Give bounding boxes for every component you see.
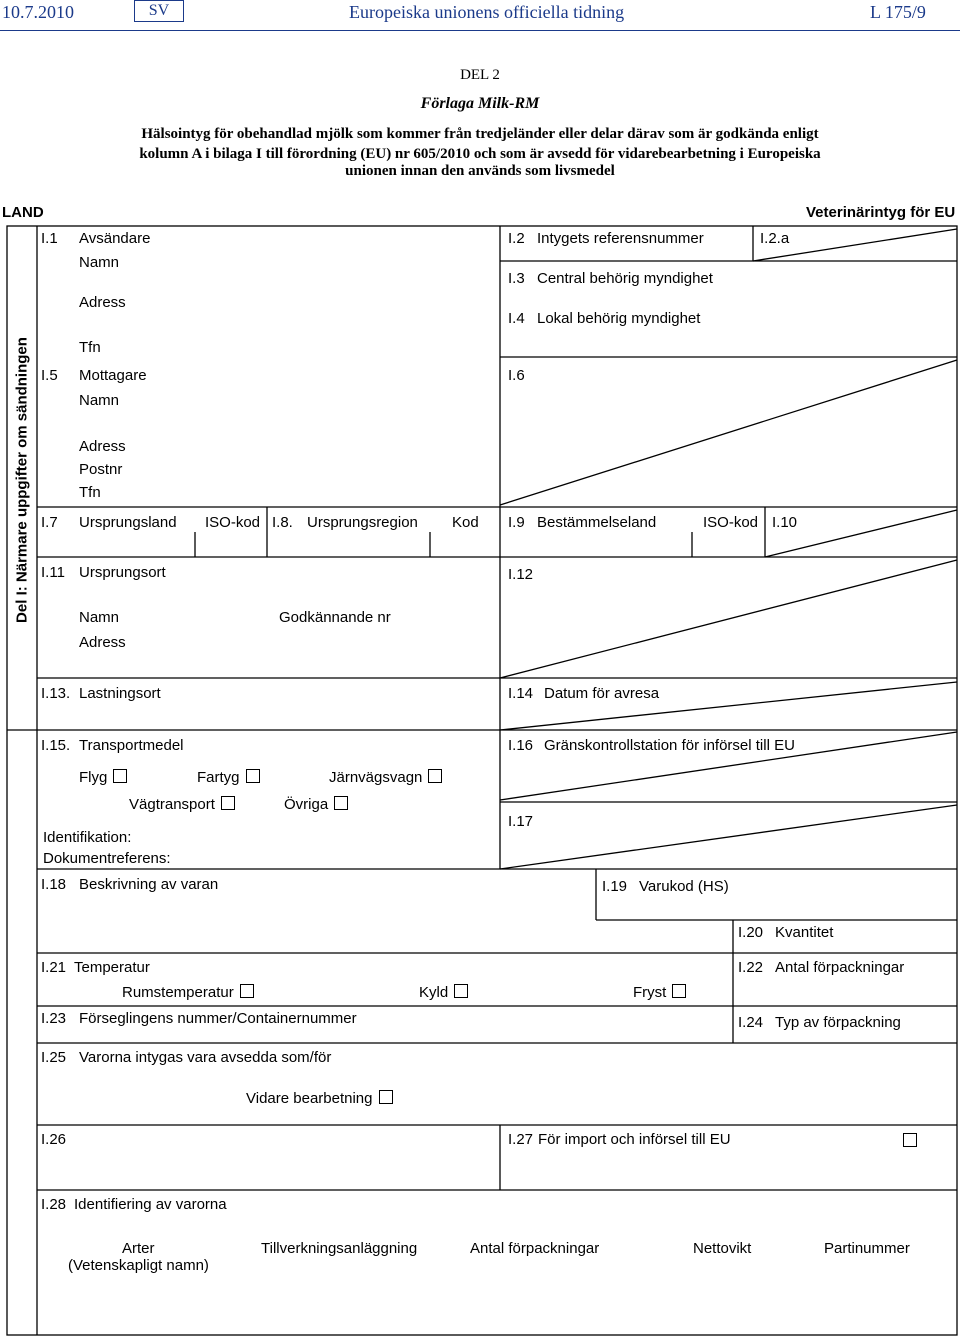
i15-number: I.15. [41, 737, 71, 754]
i1-number: I.1 [41, 230, 58, 247]
journal-title: Europeiska unionens officiella tidning [349, 2, 625, 22]
i16-label: Gränskontrollstation för införsel till EU [544, 737, 795, 754]
i17-number: I.17 [508, 813, 534, 830]
temp-chilled-option[interactable] [419, 984, 468, 1001]
i15-label: Transportmedel [79, 737, 184, 754]
i2a-label: I.2.a [760, 230, 790, 247]
i5-number: I.5 [41, 367, 58, 384]
i5-postcode-label: Postnr [79, 461, 123, 478]
i1-phone-label: Tfn [79, 339, 101, 356]
i2-number: I.2 [508, 230, 525, 247]
i5-label: Mottagare [79, 367, 147, 384]
part-one-side-label: Del I: Närmare uppgifter om sändningen [13, 337, 31, 623]
further-processing-checkbox[interactable] [379, 1090, 393, 1104]
i24-number: I.24 [738, 1014, 764, 1031]
i5-phone-label: Tfn [79, 484, 101, 501]
further-processing-label: Vidare bearbetning [246, 1090, 373, 1107]
identification-label: Identifikation: [43, 829, 132, 846]
i25-number: I.25 [41, 1049, 67, 1066]
i11-number: I.11 [41, 564, 65, 581]
i4-label: Lokal behörig myndighet [537, 310, 701, 327]
i11-name-label: Namn [79, 609, 120, 626]
i24-label: Typ av förpackning [775, 1014, 901, 1031]
import-checkbox[interactable] [903, 1133, 917, 1147]
i14-number: I.14 [508, 685, 534, 702]
i27-number: I.27 [508, 1131, 534, 1148]
model-heading: Förlaga Milk-RM [420, 95, 540, 112]
transport-plane-option[interactable] [79, 769, 127, 786]
i10-number: I.10 [772, 514, 798, 531]
document-reference-label: Dokumentreferens: [43, 850, 171, 867]
transport-plane-label: Flyg [79, 769, 108, 786]
temp-ambient-option[interactable] [122, 984, 254, 1001]
temp-ambient-checkbox[interactable] [240, 984, 254, 998]
i11-address-label: Adress [79, 634, 126, 651]
i11-approval-label: Godkännande nr [279, 609, 391, 626]
column-batch-number: Partinummer [824, 1240, 910, 1257]
i9-number: I.9 [508, 514, 525, 531]
column-species-scientific: (Vetenskapligt namn) [68, 1257, 209, 1274]
transport-other-checkbox[interactable] [334, 796, 348, 810]
temp-chilled-label: Kyld [419, 984, 449, 1001]
column-number-of-packages: Antal förpackningar [470, 1240, 600, 1257]
i1-name-label: Namn [79, 254, 120, 271]
i26-number: I.26 [41, 1131, 67, 1148]
description-line-3: unionen innan den används som livsmedel [345, 163, 615, 179]
i16-number: I.16 [508, 737, 534, 754]
i8-number: I.8. [272, 514, 293, 531]
i20-number: I.20 [738, 924, 764, 941]
transport-other-option[interactable] [284, 796, 348, 813]
transport-rail-option[interactable] [329, 769, 442, 786]
i3-label: Central behörig myndighet [537, 270, 713, 287]
transport-other-label: Övriga [284, 796, 329, 813]
i18-label: Beskrivning av varan [79, 876, 219, 893]
i3-number: I.3 [508, 270, 525, 287]
i21-number: I.21 [41, 959, 67, 976]
i8-code-label: Kod [452, 514, 479, 531]
i6-number: I.6 [508, 367, 525, 384]
i1-label: Avsändare [79, 230, 151, 247]
i28-label: Identifiering av varorna [74, 1196, 227, 1213]
temp-chilled-checkbox[interactable] [454, 984, 468, 998]
column-net-weight: Nettovikt [693, 1240, 752, 1257]
i8-label: Ursprungsregion [307, 514, 418, 531]
i21-label: Temperatur [74, 959, 150, 976]
transport-ship-option[interactable] [197, 769, 260, 786]
certificate-type: Veterinärintyg för EU [806, 204, 956, 221]
i23-label: Förseglingens nummer/Containernummer [79, 1010, 357, 1027]
i19-number: I.19 [602, 878, 628, 895]
temp-frozen-label: Fryst [633, 984, 667, 1001]
transport-plane-checkbox[interactable] [113, 769, 127, 783]
column-species: Arter [122, 1240, 155, 1257]
transport-road-label: Vägtransport [129, 796, 215, 813]
i18-number: I.18 [41, 876, 67, 893]
transport-road-checkbox[interactable] [221, 796, 235, 810]
column-manufacturing-plant: Tillverkningsanläggning [261, 1240, 418, 1257]
page-reference: L 175/9 [870, 2, 926, 22]
i7-label: Ursprungsland [79, 514, 177, 531]
transport-rail-checkbox[interactable] [428, 769, 442, 783]
temp-frozen-checkbox[interactable] [672, 984, 686, 998]
description-line-2: kolumn A i bilaga I till förordning (EU) nr 605/2010 och som är avsedd för vidarebearbetning i Europeiska [139, 146, 821, 162]
transport-ship-checkbox[interactable] [246, 769, 260, 783]
country-label: LAND [2, 204, 44, 221]
i12-number: I.12 [508, 566, 534, 583]
i4-number: I.4 [508, 310, 525, 327]
i22-label: Antal förpackningar [775, 959, 905, 976]
i7-iso-label: ISO-kod [205, 514, 261, 531]
i20-label: Kvantitet [775, 924, 834, 941]
temp-ambient-label: Rumstemperatur [122, 984, 234, 1001]
i25-label: Varorna intygas vara avsedda som/för [79, 1049, 332, 1066]
i23-number: I.23 [41, 1010, 67, 1027]
i14-label: Datum för avresa [544, 685, 660, 702]
i7-number: I.7 [41, 514, 58, 531]
i27-label: För import och införsel till EU [538, 1131, 731, 1148]
i13-number: I.13. [41, 685, 71, 702]
i9-label: Bestämmelseland [537, 514, 657, 531]
i5-address-label: Adress [79, 438, 126, 455]
i2-label: Intygets referensnummer [537, 230, 704, 247]
i5-name-label: Namn [79, 392, 120, 409]
transport-rail-label: Järnvägsvagn [329, 769, 423, 786]
i13-label: Lastningsort [79, 685, 161, 702]
i22-number: I.22 [738, 959, 764, 976]
part-heading: DEL 2 [460, 67, 500, 83]
further-processing-option[interactable] [246, 1090, 393, 1107]
i9-iso-label: ISO-kod [703, 514, 759, 531]
temp-frozen-option[interactable] [633, 984, 686, 1001]
i1-address-label: Adress [79, 294, 126, 311]
description-line-1: Hälsointyg för obehandlad mjölk som kommer från tredjeländer eller delar därav som är godkända enligt [141, 126, 819, 142]
transport-road-option[interactable] [129, 796, 235, 813]
language-code: SV [148, 2, 170, 19]
i11-label: Ursprungsort [79, 564, 166, 581]
transport-ship-label: Fartyg [197, 769, 240, 786]
i28-number: I.28 [41, 1196, 67, 1213]
i19-label: Varukod (HS) [639, 878, 729, 895]
header-date: 10.7.2010 [2, 2, 74, 22]
